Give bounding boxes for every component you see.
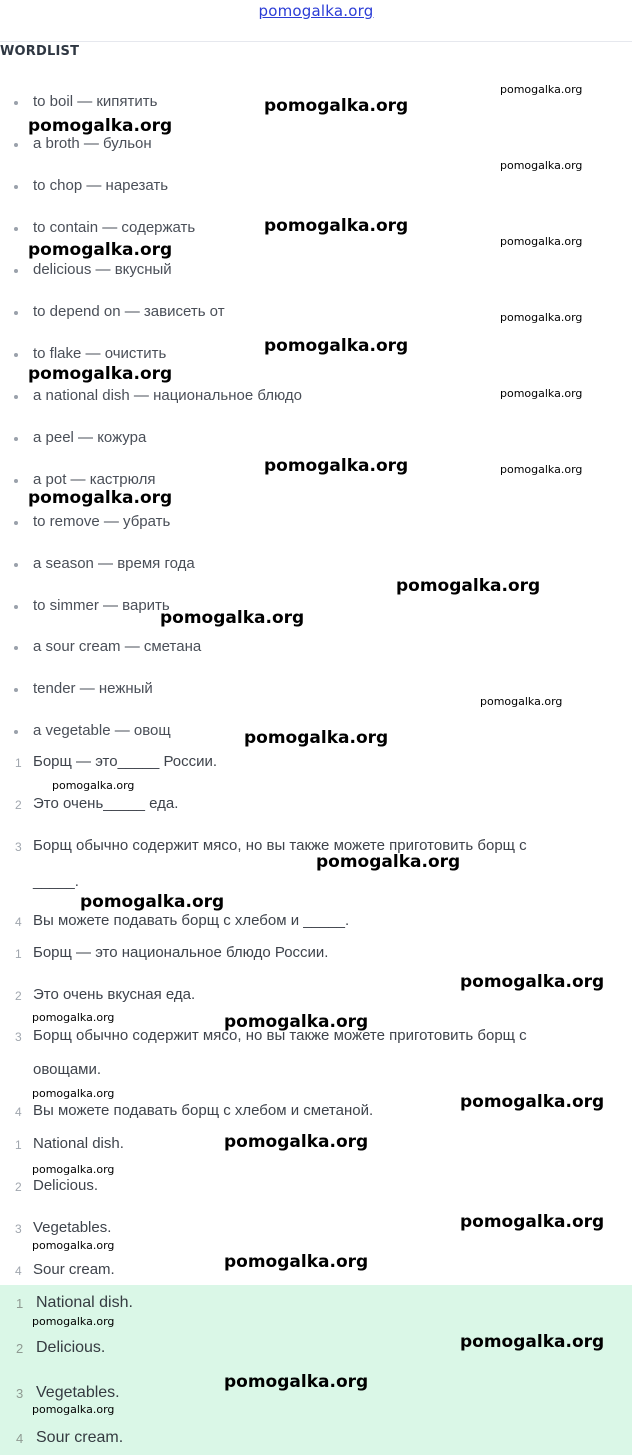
wordlist-title: WORDLIST bbox=[0, 44, 80, 59]
exercise-item-continuation: _____. bbox=[33, 873, 79, 890]
bullet-icon bbox=[14, 227, 18, 231]
bullet-icon bbox=[14, 479, 18, 483]
watermark: pomogalka.org bbox=[480, 695, 563, 708]
watermark: pomogalka.org bbox=[264, 336, 409, 356]
filled-item-continuation: овощами. bbox=[33, 1061, 102, 1078]
watermark: pomogalka.org bbox=[32, 1011, 115, 1024]
watermark: pomogalka.org bbox=[28, 364, 173, 384]
watermark: pomogalka.org bbox=[500, 83, 583, 96]
watermark: pomogalka.org bbox=[500, 463, 583, 476]
watermark: pomogalka.org bbox=[264, 456, 409, 476]
bullet-icon bbox=[14, 143, 18, 147]
bullet-icon bbox=[14, 688, 18, 692]
watermark: pomogalka.org bbox=[460, 1092, 605, 1112]
bullet-icon bbox=[14, 269, 18, 273]
watermark: pomogalka.org bbox=[224, 1252, 369, 1272]
bullet-icon bbox=[14, 563, 18, 567]
watermark: pomogalka.org bbox=[396, 576, 541, 596]
bullet-icon bbox=[14, 353, 18, 357]
watermark: pomogalka.org bbox=[500, 235, 583, 248]
watermark: pomogalka.org bbox=[316, 852, 461, 872]
bullet-icon bbox=[14, 646, 18, 650]
watermark: pomogalka.org bbox=[32, 1087, 115, 1100]
watermark: pomogalka.org bbox=[224, 1012, 369, 1032]
bullet-icon bbox=[14, 521, 18, 525]
watermark: pomogalka.org bbox=[460, 1332, 605, 1352]
header-divider bbox=[0, 41, 632, 42]
bullet-icon bbox=[14, 395, 18, 399]
bullet-icon bbox=[14, 101, 18, 105]
watermark: pomogalka.org bbox=[224, 1372, 369, 1392]
watermark: pomogalka.org bbox=[28, 116, 173, 136]
watermark: pomogalka.org bbox=[500, 387, 583, 400]
watermark: pomogalka.org bbox=[32, 1163, 115, 1176]
watermark: pomogalka.org bbox=[28, 488, 173, 508]
site-header-link[interactable]: pomogalka.org bbox=[258, 2, 374, 20]
bullet-icon bbox=[14, 605, 18, 609]
watermark: pomogalka.org bbox=[460, 1212, 605, 1232]
watermark: pomogalka.org bbox=[80, 892, 225, 912]
watermark: pomogalka.org bbox=[460, 972, 605, 992]
bullet-icon bbox=[14, 730, 18, 734]
watermark: pomogalka.org bbox=[264, 96, 409, 116]
watermark: pomogalka.org bbox=[160, 608, 305, 628]
watermark: pomogalka.org bbox=[28, 240, 173, 260]
watermark: pomogalka.org bbox=[224, 1132, 369, 1152]
watermark: pomogalka.org bbox=[52, 779, 135, 792]
bullet-icon bbox=[14, 437, 18, 441]
watermark: pomogalka.org bbox=[32, 1403, 115, 1416]
watermark: pomogalka.org bbox=[32, 1239, 115, 1252]
watermark: pomogalka.org bbox=[500, 311, 583, 324]
watermark: pomogalka.org bbox=[500, 159, 583, 172]
answer-box: 1 National dish. 2 Delicious. 3 Vegetables. 4 Sour cream. bbox=[0, 1285, 632, 1455]
bullet-icon bbox=[14, 311, 18, 315]
watermark: pomogalka.org bbox=[264, 216, 409, 236]
watermark: pomogalka.org bbox=[32, 1315, 115, 1328]
bullet-icon bbox=[14, 185, 18, 189]
watermark: pomogalka.org bbox=[244, 728, 389, 748]
